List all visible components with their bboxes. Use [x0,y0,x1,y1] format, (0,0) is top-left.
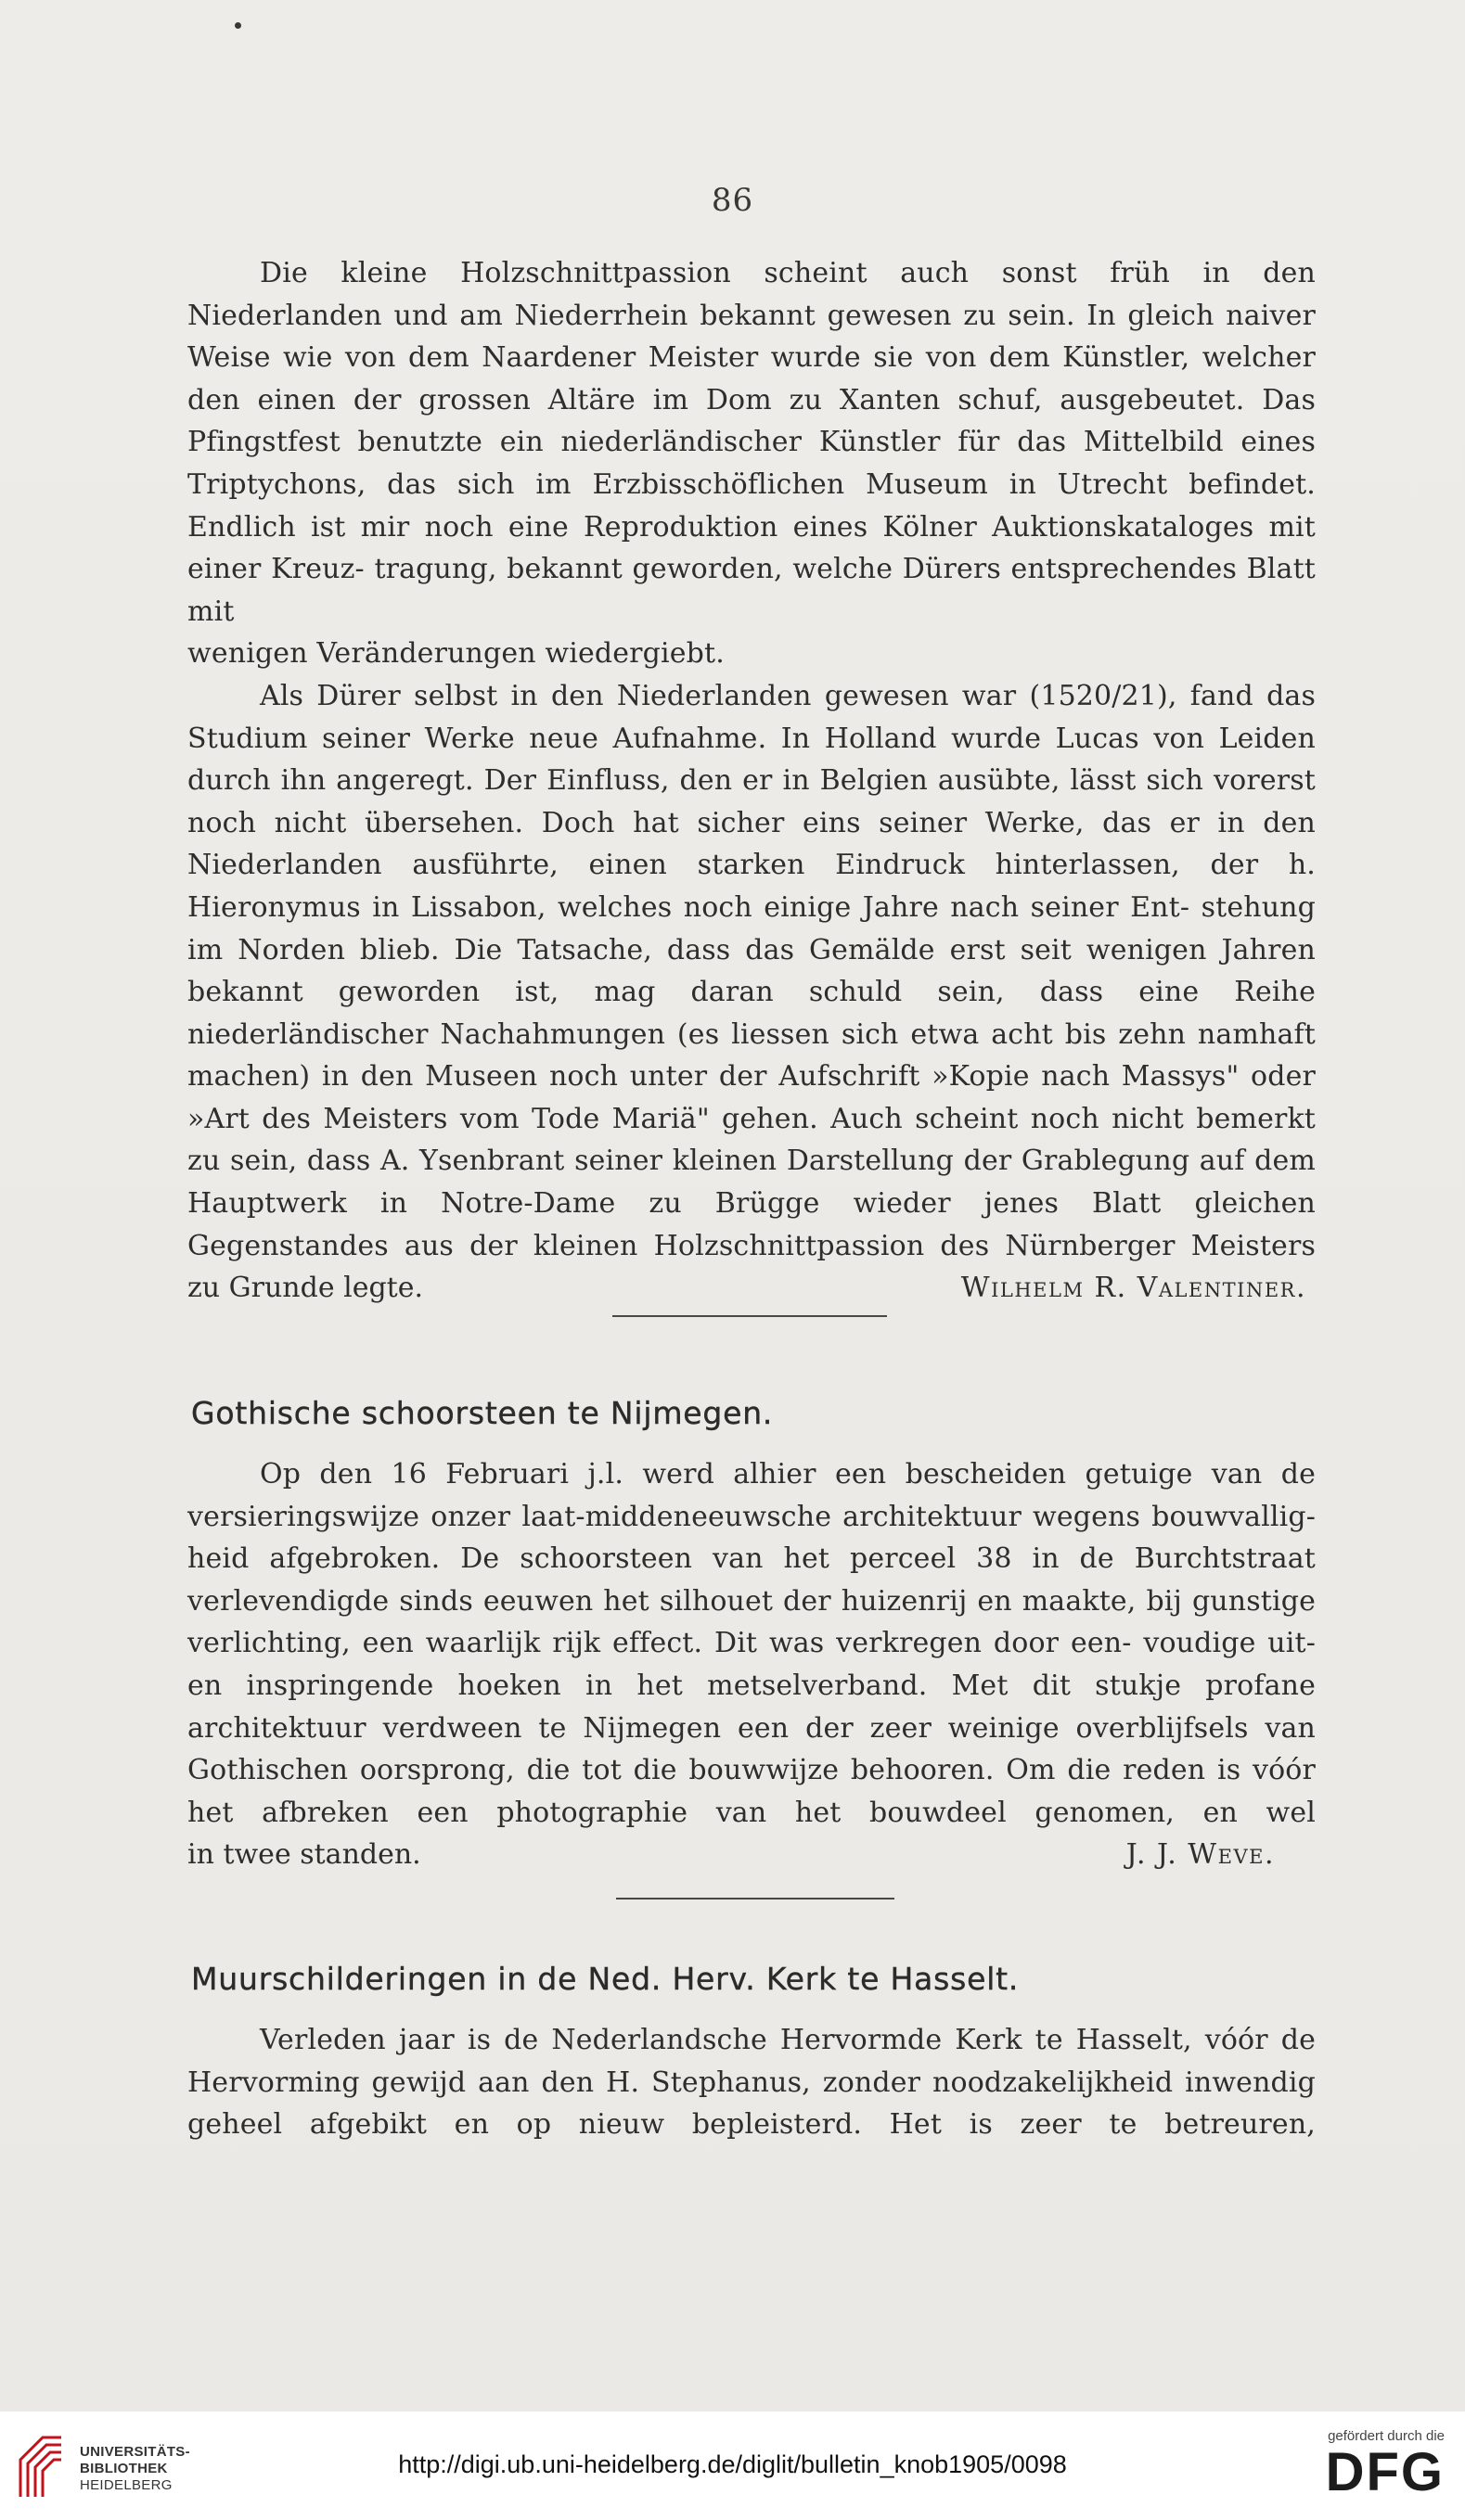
paragraph-line: wenigen Veränderungen wiedergiebt. [187,637,725,671]
dfg-logo: DFG [1325,2442,1445,2502]
section-heading: Muurschilderingen in de Ned. Herv. Kerk te Hasselt. [191,1961,1020,1997]
closing-text: in twee standen. [187,1838,421,1872]
paragraph: Verleden jaar is de Nederlandsche Hervormde Kerk te Hasselt, vóór de Hervorming gewijd aan den H. Stephanus, zonder noodzakelijkheid inwendig geheel afgebikt en op nieuw bepleisterd. Het is zeer te betreuren, [187,2024,1317,2142]
paragraph: Die kleine Holzschnittpassion scheint auch sonst früh in den Niederlanden und am Niederrhein bekannt gewesen zu sein. In gleich naiver Weise wie von dem Naardener Meister wurde sie von dem Künstler, welcher den einen der grossen Altäre im Dom zu Xanten schuf, ausgebeutet. Das Pfingstfest benutzte ein niederländischer Künstler für das Mittelbild eines Triptychons, das sich im Erzbisschöflichen Museum in Utrecht befindet. Endlich ist mir noch eine Reproduktion eines Kölner Auktionskataloges mit einer Kreuz- tragung, bekannt geworden, welche Dürers entsprechendes Blatt mit [187,257,1317,628]
funding-label: gefördert durch die [1328,2428,1445,2444]
closing-line [187,1267,1316,1310]
author-signature: J. J. Weve. [1125,1838,1275,1872]
paragraph: Op den 16 Februari j.l. werd alhier een bescheiden getuige van de versieringswijze onzer laat-middeneeuwsche architektuur wegens bouwvallig- heid afgebroken. De schoorsteen van het perceel 38 in de Burchtstraat verlevendigde sinds eeuwen het silhouet der huizenrij en maakte, bij gunstige verlichting, een waarlijk rijk effect. Dit was verkregen door een- voudige uit- en inspringende hoeken in het metselverband. Met dit stukje profane architektuur verdween te Nijmegen een der zeer weinige overblijfsels van Gothischen oorsprong, die tot die bouwwijze behooren. Om die reden is vóór het afbreken een photographie van het bouwdeel genomen, en wel [187,1458,1317,1829]
library-name: UNIVERSITÄTS- BIBLIOTHEK HEIDELBERG [80,2444,190,2493]
closing-text: zu Grunde legte. [187,1272,424,1305]
author-signature: Wilhelm R. Valentiner. [960,1272,1306,1305]
closing-line [187,1834,1316,1876]
funding-notice [1326,2428,1445,2501]
digitization-footer [0,2411,1465,2520]
page-number: 86 [711,182,754,219]
speck-mark [235,22,241,29]
section-heading: Gothische schoorsteen te Nijmegen. [191,1395,774,1431]
source-url-link[interactable]: http://digi.ub.uni-heidelberg.de/diglit/bulletin_knob1905/0098 [398,2450,1067,2478]
section-divider [616,1898,894,1900]
paragraph: Als Dürer selbst in den Niederlanden gewesen war (1520/21), fand das Studium seiner Werke neue Aufnahme. In Holland wurde Lucas von Leiden durch ihn angeregt. Der Einfluss, den er in Belgien ausübte, lässt sich vorerst noch nicht übersehen. Doch hat sicher eins seiner Werke, das er in den Niederlanden ausführte, einen starken Eindruck hinterlassen, der h. Hieronymus in Lissabon, welches noch einige Jahre nach seiner Ent- stehung im Norden blieb. Die Tatsache, dass das Gemälde erst seit wenigen Jahren bekannt geworden ist, mag daran schuld sein, dass eine Reihe niederländischer Nachahmungen (es liessen sich etwa acht bis zehn namhaft machen) in den Museen noch unter der Aufschrift »Kopie nach Massys" oder »Art des Meisters vom Tode Mariä" gehen. Auch scheint noch nicht bemerkt zu sein, dass A. Ysenbrant seiner kleinen Darstellung der Grablegung auf dem Hauptwerk in Notre-Dame zu Brügge wieder jenes Blatt gleichen Gegenstandes aus der kleinen Holzschnittpassion des Nürnberger Meisters [187,679,1317,1262]
article-hasselt [187,2019,1316,2146]
section-divider [612,1315,887,1317]
article-valentiner [187,252,1316,1310]
article-weve [187,1453,1316,1876]
